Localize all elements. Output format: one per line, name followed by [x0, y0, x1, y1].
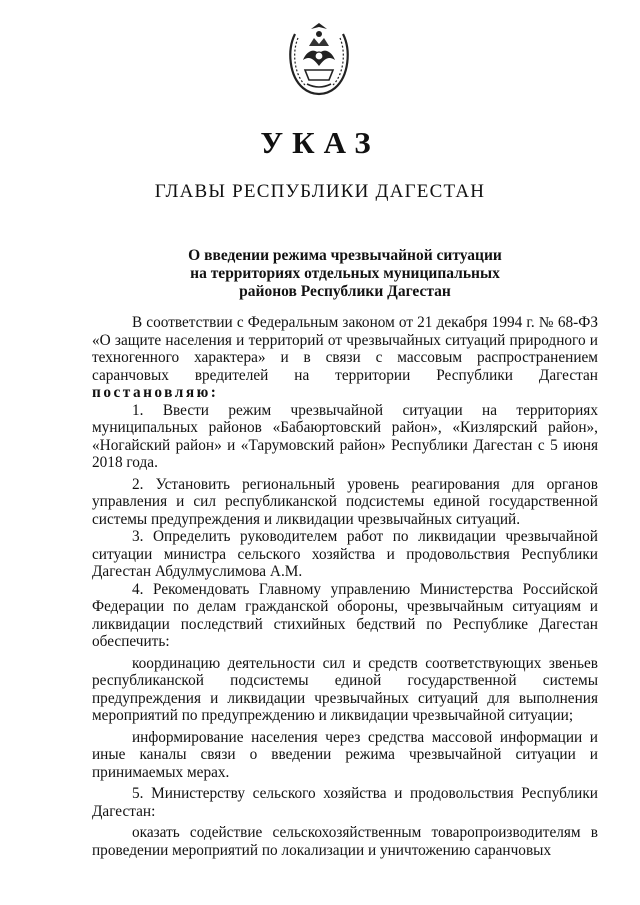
clause-5-item-assistance: оказать содействие сельскохозяйственным товаропроизводителям в проведении мероприятий по локализации и уничтожению саранчовых	[92, 824, 598, 859]
clause-4-item-coordination: координацию деятельности сил и средств соответствующих звеньев республиканской подсистемы единой государственной системы предупреждения и ликвидации чрезвычайных ситуаций для выполнения мероприятий по предупреждению и ликвидации чрезвычайной ситуации;	[92, 654, 598, 724]
clause-1: 1. Ввести режим чрезвычайной ситуации на территориях муниципальных районов «Бабаюртовский район», «Кизлярский район», «Ногайский район» и «Тарумовский район» Республики Дагестан с 5 июня 2018 года.	[92, 401, 598, 471]
document-body	[92, 314, 598, 859]
heading-line: на территориях отдельных муниципальных	[190, 265, 500, 282]
document-heading	[150, 247, 540, 301]
heading-line: О введении режима чрезвычайной ситуации	[188, 247, 502, 264]
heading-line: районов Республики Дагестан	[239, 283, 451, 300]
preamble-text: В соответствии с Федеральным законом от 21 декабря 1994 г. № 68-ФЗ «О защите населения и территорий от чрезвычайных ситуаций природного и техногенного характера» и в связи с массовым распространением саранчовых вредителей на территории Республики Дагестан	[92, 314, 598, 384]
preamble-paragraph	[92, 314, 598, 402]
clause-5: 5. Министерству сельского хозяйства и продовольствия Республики Дагестан:	[92, 785, 598, 820]
coat-of-arms-emblem	[283, 20, 355, 96]
decree-keyword: постановляю:	[92, 384, 219, 401]
document-subtitle: ГЛАВЫ РЕСПУБЛИКИ ДАГЕСТАН	[154, 181, 486, 202]
clause-4-item-informing: информирование населения через средства массовой информации и иные каналы связи о введении режима чрезвычайной ситуации и принимаемых мерах.	[92, 728, 598, 781]
clause-3: 3. Определить руководителем работ по ликвидации чрезвычайной ситуации министра сельского хозяйства и продовольствия Республики Дагестан Абдулмуслимова А.М.	[92, 528, 598, 580]
clause-4: 4. Рекомендовать Главному управлению Министерства Российской Федерации по делам гражданской обороны, чрезвычайным ситуациям и ликвидации последствий стихийных бедствий по Республике Дагестан обеспечить:	[92, 580, 598, 650]
document-title: УКАЗ	[260, 125, 380, 160]
clause-2: 2. Установить региональный уровень реагирования для органов управления и сил республиканской подсистемы единой государственной системы предупреждения и ликвидации чрезвычайных ситуаций.	[92, 475, 598, 528]
